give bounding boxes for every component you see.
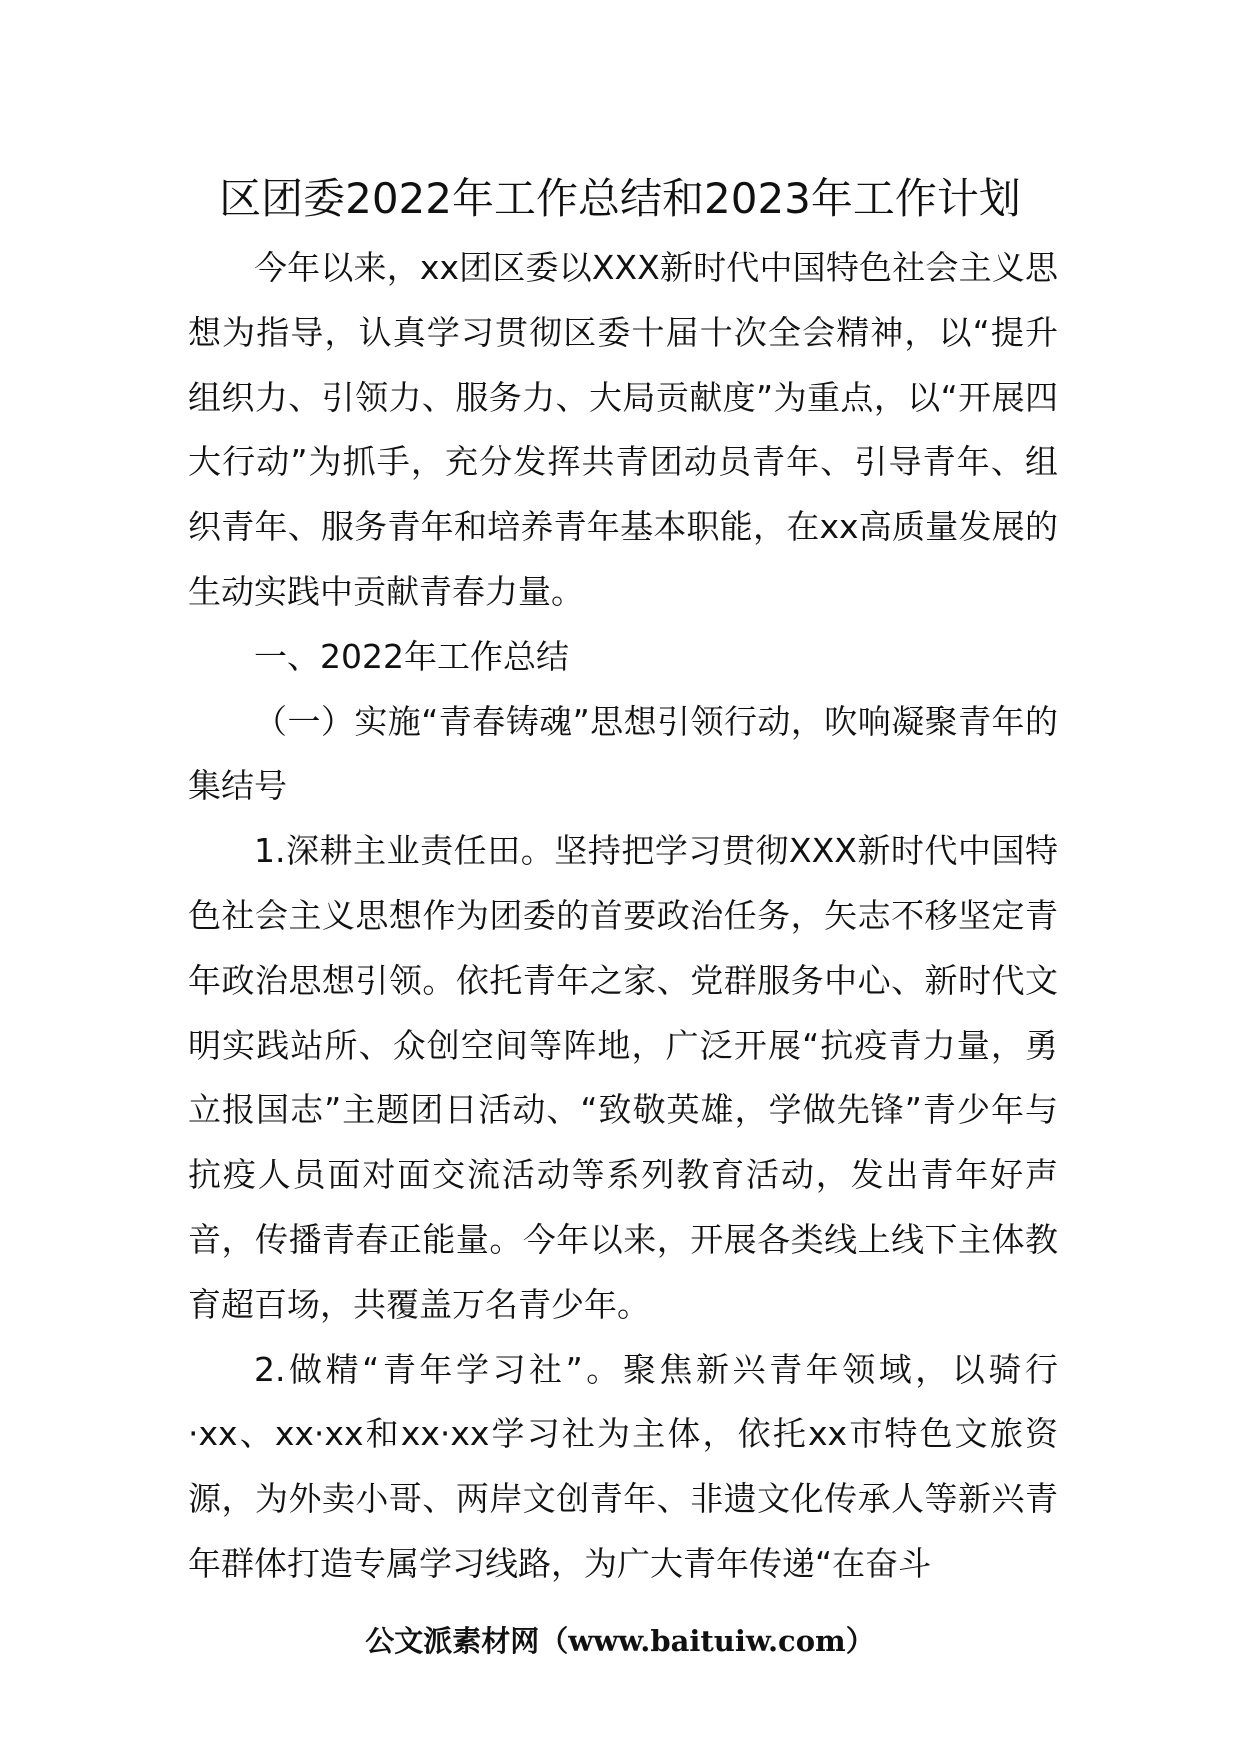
paragraph-item-2: 2.做精“青年学习社”。聚焦新兴青年领域，以骑行·xx、xx·xx和xx·xx学习社为主体，依托xx市特色文旅资源，为外卖小哥、两岸文创青年、非遗文化传承人等新兴青年群体打造专属学习线路，为广大青年传递“在奋斗 — [188, 1349, 1058, 1583]
section-heading-summary: 一、2022年工作总结 — [254, 636, 569, 676]
document-title: 区团委2022年工作总结和2023年工作计划 — [219, 174, 1021, 223]
subsection-heading-1: （一）实施“青春铸魂”思想引领行动，吹响凝聚青年的集结号 — [188, 701, 1058, 806]
paragraph-intro: 今年以来，xx团区委以XXX新时代中国特色社会主义思想为指导，认真学习贯彻区委十届十次全会精神，以“提升组织力、引领力、服务力、大局贡献度”为重点，以“开展四大行动”为抓手，充分发挥共青团动员青年、引导青年、组织青年、服务青年和培养青年基本职能，在xx高质量发展的生动实践中贡献青春力量。 — [188, 248, 1058, 611]
paragraph-item-1: 1.深耕主业责任田。坚持把学习贯彻XXX新时代中国特色社会主义思想作为团委的首要政治任务，矢志不移坚定青年政治思想引领。依托青年之家、党群服务中心、新时代文明实践站所、众创空间等阵地，广泛开展“抗疫青力量，勇立报国志”主题团日活动、“致敬英雄，学做先锋”青少年与抗疫人员面对面交流活动等系列教育活动，发出青年好声音，传播青春正能量。今年以来，开展各类线上线下主体教育超百场，共覆盖万名青少年。 — [188, 831, 1058, 1324]
document-body — [188, 236, 1058, 1597]
page-footer-watermark: 公文派素材网（www.baituiw.com） — [365, 1624, 875, 1658]
